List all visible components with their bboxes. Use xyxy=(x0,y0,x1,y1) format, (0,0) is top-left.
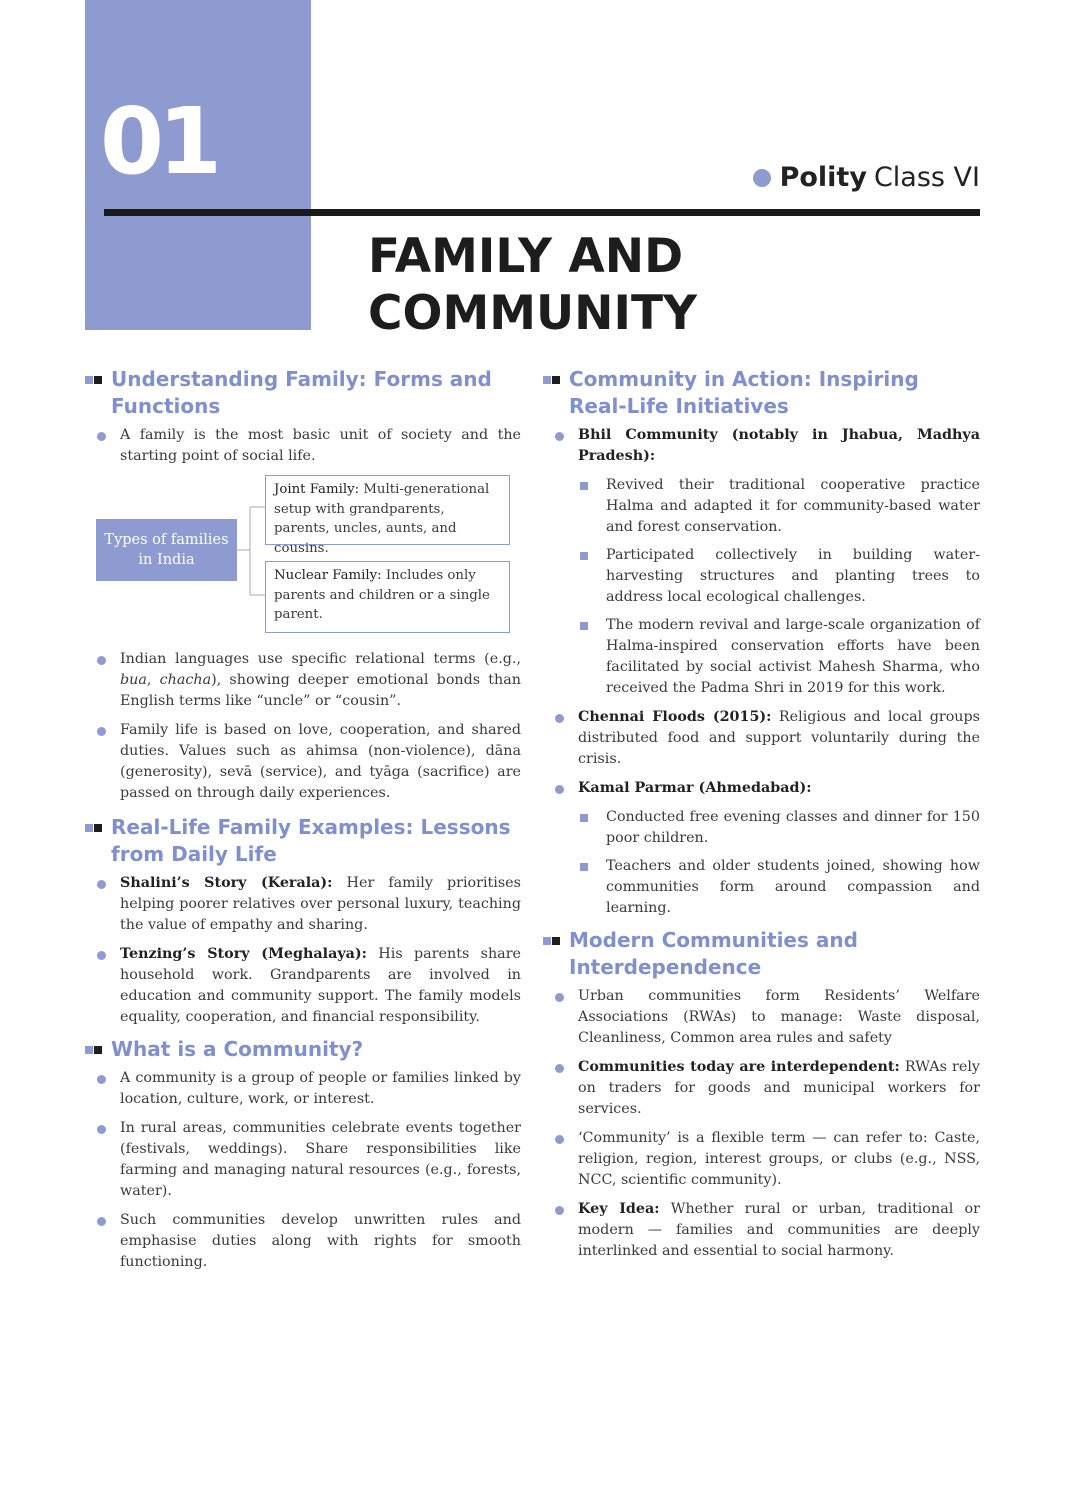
diagram-root-types-of-families: Types of families in India xyxy=(96,519,237,581)
sub-list-item: The modern revival and large-scale organization of Halma-inspired conservation efforts have been facilitated by social activist Mahesh Sharma, who received the Padma Shri in 2019 for this work. xyxy=(578,615,980,699)
family-types-diagram xyxy=(85,475,521,635)
joint-family-text: Multi-generational setup with grandparents, parents, uncles, aunts, and cousins. xyxy=(274,482,490,556)
sub-list-item: Participated collectively in building water-harvesting structures and planting trees to address local ecological challenges. xyxy=(578,545,980,608)
square-bullet-icon xyxy=(543,366,569,393)
header-rule xyxy=(104,209,980,216)
sub-list-item: Conducted free evening classes and dinner for 150 poor children. xyxy=(578,807,980,849)
list-item: Tenzing’s Story (Meghalaya): His parents share household work. Grandparents are involved in education and community support. The family models equality, cooperation, and financial responsibility. xyxy=(85,944,521,1028)
section-heading-family-examples: Real-Life Family Examples: Lessons from Daily Life xyxy=(85,814,521,868)
subject-label xyxy=(753,162,980,193)
section-heading-modern-communities: Modern Communities and Interdependence xyxy=(543,927,980,981)
chapter-number: 01 xyxy=(100,88,217,195)
joint-family-label: Joint Family: xyxy=(274,482,360,497)
list-item: Bhil Community (notably in Jhabua, Madhya Pradesh): Revived their traditional cooperative practice Halma and adapted it for community-based water and forest conservation. Participated collectively in building water-harvesting structures and planting trees to address local ecological challenges. The modern revival and large-scale organization of Halma-inspired conservation efforts have been facilitated by social activist Mahesh Sharma, who received the Padma Shri in 2019 for this work. xyxy=(543,425,980,699)
left-column xyxy=(85,366,521,1281)
list-item: In rural areas, communities celebrate events together (festivals, weddings). Share responsibilities like farming and managing natural resources (e.g., forests, water). xyxy=(85,1118,521,1202)
square-bullet-icon xyxy=(85,1036,111,1063)
section-heading-what-is-community: What is a Community? xyxy=(85,1036,521,1063)
nuclear-family-text: Includes only parents and children or a single parent. xyxy=(274,568,490,622)
chapter-title-line2: COMMUNITY xyxy=(368,286,698,341)
list-item: Such communities develop unwritten rules and emphasise duties along with rights for smooth functioning. xyxy=(85,1210,521,1273)
nuclear-family-label: Nuclear Family: xyxy=(274,568,382,583)
list-item: Kamal Parmar (Ahmedabad): Conducted free evening classes and dinner for 150 poor children. Teachers and older students joined, showing how communities form around compassion and learning. xyxy=(543,778,980,919)
diagram-box-nuclear-family xyxy=(265,561,510,633)
sub-list-item: Revived their traditional cooperative practice Halma and adapted it for community-based water and forest conservation. xyxy=(578,475,980,538)
sub-list-item: Teachers and older students joined, showing how communities form around compassion and learning. xyxy=(578,856,980,919)
subject-class: Class VI xyxy=(873,162,980,193)
kamal-sub-list xyxy=(578,807,980,919)
list-item: Communities today are interdependent: RWAs rely on traders for goods and municipal workers for services. xyxy=(543,1057,980,1120)
list-item: Urban communities form Residents’ Welfare Associations (RWAs) to manage: Waste disposal, Cleanliness, Common area rules and safety xyxy=(543,986,980,1049)
square-bullet-icon xyxy=(85,366,111,393)
right-column xyxy=(543,366,980,1270)
bhil-sub-list xyxy=(578,475,980,699)
list-item: Indian languages use specific relational terms (e.g., bua, chacha), showing deeper emotional bonds than English terms like “uncle” or “cousin”. xyxy=(85,649,521,712)
list-item: Key Idea: Whether rural or urban, traditional or modern — families and communities are deeply interlinked and essential to social harmony. xyxy=(543,1199,980,1262)
list-item: Shalini’s Story (Kerala): Her family prioritises helping poorer relatives over personal luxury, teaching the value of empathy and sharing. xyxy=(85,873,521,936)
subject-dot-icon xyxy=(753,169,771,187)
square-bullet-icon xyxy=(543,927,569,954)
list-item: Family life is based on love, cooperation, and shared duties. Values such as ahimsa (non-violence), dāna (generosity), sevā (service), and tyāga (sacrifice) are passed on through daily experiences. xyxy=(85,720,521,804)
chapter-title-line1: FAMILY AND xyxy=(368,229,684,284)
family-forms-list xyxy=(85,425,521,467)
list-item: Chennai Floods (2015): Religious and local groups distributed food and support voluntarily during the crisis. xyxy=(543,707,980,770)
list-item: ‘Community’ is a flexible term — can refer to: Caste, religion, region, interest groups, or clubs (e.g., NSS, NCC, scientific community). xyxy=(543,1128,980,1191)
subject-name: Polity xyxy=(779,162,867,193)
diagram-box-joint-family xyxy=(265,475,510,556)
list-item: A community is a group of people or families linked by location, culture, work, or interest. xyxy=(85,1068,521,1110)
chapter-title xyxy=(368,228,697,342)
list-item: A family is the most basic unit of society and the starting point of social life. xyxy=(85,425,521,467)
section-heading-family-forms: Understanding Family: Forms and Functions xyxy=(85,366,521,420)
square-bullet-icon xyxy=(85,814,111,841)
section-heading-community-action: Community in Action: Inspiring Real-Life Initiatives xyxy=(543,366,980,420)
